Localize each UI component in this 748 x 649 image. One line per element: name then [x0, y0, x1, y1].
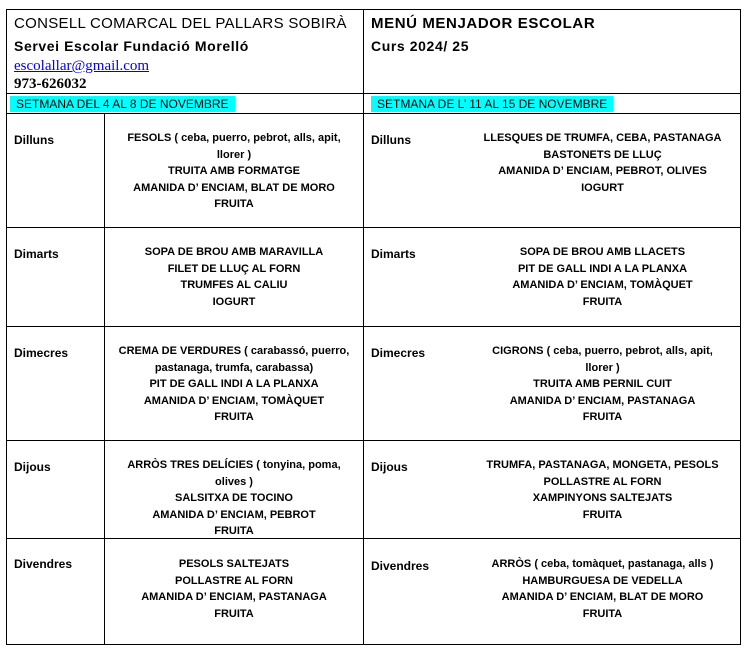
dish-line: FRUITA	[214, 525, 254, 537]
dish-line: TRUITA AMB FORMATGE	[168, 165, 300, 177]
dish-list	[464, 457, 741, 523]
dish-line: AMANIDA D’ ENCIAM, PASTANAGA	[509, 394, 696, 407]
dish-line: PIT DE GALL INDI A LA PLANXA	[149, 378, 319, 390]
dish-line: AMANIDA D’ ENCIAM, PEBROT	[152, 508, 316, 521]
day-label: Dimarts	[371, 247, 416, 261]
dish-line: BASTONETS DE LLUÇ	[543, 148, 662, 161]
dish-line: FESOLS ( ceba, puerro, pebrot, alls, apit,	[127, 132, 341, 144]
dish-line: FRUITA	[582, 607, 623, 620]
organization-title: CONSELL COMARCAL DEL PALLARS SOBIRÀ	[14, 15, 347, 32]
dish-line: POLLASTRE AL FORN	[543, 475, 662, 488]
dish-line: FRUITA	[214, 198, 254, 210]
dish-line: ARRÒS ( ceba, tomàquet, pastanaga, alls )	[491, 558, 714, 570]
dish-line: SOPA DE BROU AMB MARAVILLA	[144, 246, 324, 258]
dish-line: FRUITA	[582, 508, 623, 521]
dish-line: CREMA DE VERDURES ( carabassó, puerro,	[118, 345, 350, 357]
dish-line: POLLASTRE AL FORN	[175, 574, 293, 587]
dish-line: XAMPINYONS SALTEJATS	[532, 492, 673, 504]
rule	[6, 93, 741, 94]
dish-line: FRUITA	[214, 607, 254, 620]
day-label: Dimarts	[14, 247, 59, 261]
dish-line: LLESQUES DE TRUMFA, CEBA, PASTANAGA	[483, 132, 722, 144]
dish-line: TRUMFA, PASTANAGA, MONGETA, PESOLS	[486, 459, 719, 471]
rule	[6, 113, 741, 114]
dish-line: llorer )	[216, 148, 252, 161]
dish-list	[105, 457, 363, 540]
email-link[interactable]: escolallar@gmail.com	[14, 58, 150, 74]
rule	[6, 440, 741, 441]
menu-title: MENÚ MENJADOR ESCOLAR	[371, 15, 596, 32]
dish-line: PIT DE GALL INDI A LA PLANXA	[517, 262, 688, 275]
phone-number: 973-626032	[14, 76, 87, 92]
dish-line: SOPA DE BROU AMB LLACETS	[519, 246, 686, 258]
week-2-title: SETMANA DE L’ 11 AL 15 DE NOVEMBRE	[371, 96, 613, 112]
dish-line: AMANIDA D’ ENCIAM, BLAT DE MORO	[133, 181, 335, 194]
dish-line: HAMBURGUESA DE VEDELLA	[522, 574, 683, 587]
dish-list	[464, 343, 741, 426]
dish-line: TRUMFES AL CALIU	[180, 279, 288, 291]
day-label: Dimecres	[371, 346, 426, 360]
dish-list	[464, 556, 741, 622]
dish-list	[464, 130, 741, 196]
dish-line: CIGRONS ( ceba, puerro, pebrot, alls, apit,	[492, 345, 713, 357]
dish-line: FRUITA	[582, 411, 623, 423]
dish-list	[105, 130, 363, 213]
dish-list	[105, 556, 363, 622]
day-label: Dilluns	[14, 133, 55, 147]
dish-line: TRUITA AMB PERNIL CUIT	[533, 378, 672, 390]
service-name: Servei Escolar Fundació Morelló	[14, 38, 249, 54]
rule	[6, 227, 741, 228]
dish-line: IOGURT	[212, 295, 256, 308]
day-label: Dijous	[14, 460, 51, 474]
week-1-title: SETMANA DEL 4 AL 8 DE NOVEMBRE	[10, 96, 235, 112]
day-label: Divendres	[371, 559, 430, 573]
dish-line: llorer )	[585, 361, 620, 374]
day-label: Dilluns	[371, 133, 412, 147]
dish-list	[464, 244, 741, 310]
dish-line: AMANIDA D’ ENCIAM, TOMÀQUET	[512, 279, 693, 291]
dish-line: SALSITXA DE TOCINO	[175, 492, 293, 504]
dish-line: PESOLS SALTEJATS	[178, 558, 290, 570]
dish-line: IOGURT	[581, 181, 624, 194]
dish-list	[105, 244, 363, 310]
dish-line: AMANIDA D’ ENCIAM, PEBROT, OLIVES	[498, 165, 707, 177]
dish-line: pastanaga, trumfa, carabassa)	[154, 361, 314, 374]
dish-line: AMANIDA D’ ENCIAM, BLAT DE MORO	[501, 591, 704, 603]
day-label: Dijous	[371, 460, 408, 474]
dish-line: olives )	[215, 475, 253, 488]
dish-list	[105, 343, 363, 426]
course-year: Curs 2024/ 25	[371, 38, 470, 54]
dish-line: ARRÒS TRES DELÍCIES ( tonyina, poma,	[127, 459, 341, 471]
dish-line: AMANIDA D’ ENCIAM, PASTANAGA	[141, 591, 327, 603]
rule	[363, 9, 364, 645]
dish-line: AMANIDA D’ ENCIAM, TOMÀQUET	[143, 394, 325, 407]
day-label: Divendres	[14, 557, 73, 571]
rule	[6, 326, 741, 327]
dish-line: FILET DE LLUÇ AL FORN	[167, 262, 301, 275]
day-label: Dimecres	[14, 346, 69, 360]
dish-line: FRUITA	[214, 411, 254, 423]
dish-line: FRUITA	[582, 295, 623, 308]
